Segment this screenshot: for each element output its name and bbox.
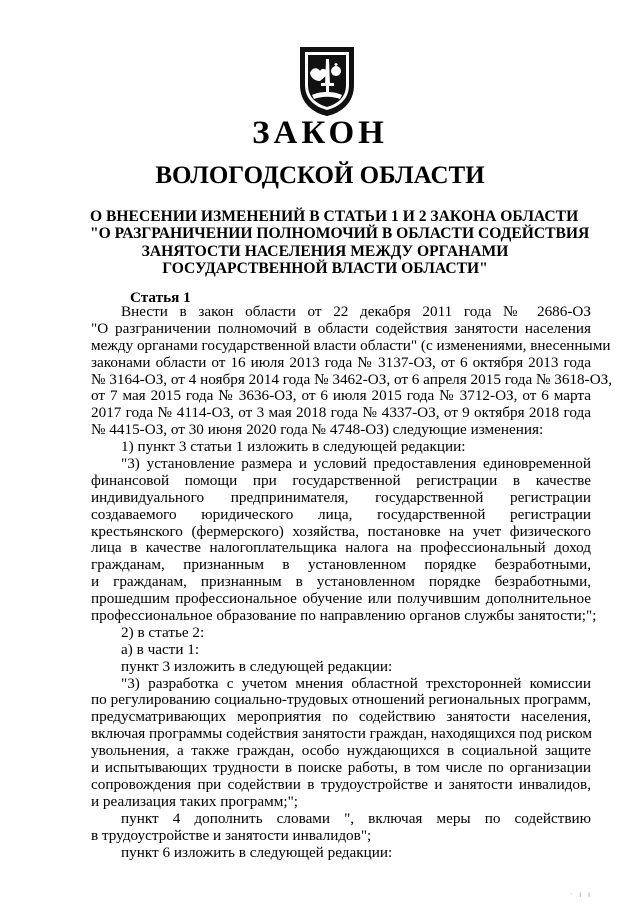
article-heading: Статья 1 (130, 289, 191, 306)
text-line: крестьянского (фермерского) хозяйства, постановке на учет физического (91, 522, 591, 540)
text-line: увольнения, а также граждан, особо нуждающихся в социальной защите (91, 742, 591, 760)
text-line: пункт 4 дополнить словами ", включая меры по содействию (121, 809, 591, 827)
text-line: прошедшим профессиональное обучение или получившим дополнительное (91, 590, 591, 608)
text-line: № 3164-ОЗ, от 4 ноября 2014 года № 3462-ОЗ, от 6 апреля 2015 года № 3618-ОЗ, (91, 370, 613, 388)
text-line: "3) установление размера и условий предоставления единовременной (121, 455, 591, 473)
text-line: сопровождения при содействии в трудоустройстве и занятости инвалидов, (91, 775, 591, 793)
text-line: лица в качестве налогоплательщика налога на профессиональный доход (91, 539, 591, 557)
subject-line: "О РАЗГРАНИЧЕНИИ ПОЛНОМОЧИЙ В ОБЛАСТИ СОДЕЙСТВИЯ (90, 225, 590, 243)
text-line: Внести в закон области от 22 декабря 2011 года № 2686-ОЗ (121, 303, 591, 320)
text-line: законами области от 16 июля 2013 года № 3137-ОЗ, от 6 октября 2013 года (91, 353, 591, 371)
text-line: "О разграничении полномочий в области содействия занятости населения (91, 319, 591, 337)
text-line: создаваемого юридического лица, государственной регистрации (91, 505, 591, 523)
region-title: ВОЛОГОДСКОЙ ОБЛАСТИ (155, 162, 485, 189)
coat-of-arms-icon (298, 45, 356, 117)
subject-line: ГОСУДАРСТВЕННОЙ ВЛАСТИ ОБЛАСТИ" (162, 260, 488, 278)
scan-mark: · ı ı (570, 890, 593, 899)
text-line: 1) пункт 3 статьи 1 изложить в следующей редакции: (121, 438, 466, 456)
text-line: 2017 года № 4114-ОЗ, от 3 мая 2018 года № 4337-ОЗ, от 9 октября 2018 года (91, 404, 591, 422)
text-line: гражданам, признанным в установленном порядке безработными, (91, 556, 591, 574)
law-title: ЗАКОН (252, 115, 388, 151)
text-line: между органами государственной власти области" (с изменениями, внесенными (91, 336, 611, 354)
law-subject (90, 208, 590, 278)
article-body (91, 303, 613, 861)
text-line: финансовой помощи при государственной регистрации в качестве (91, 471, 591, 489)
text-line: предусматривающих мероприятия по содействию занятости населения, (91, 708, 591, 726)
text-line: пункт 3 изложить в следующей редакции: (121, 657, 393, 675)
text-line: и гражданам, признанным в установленном порядке безработными, (91, 573, 591, 591)
text-line: от 7 мая 2015 года № 3636-ОЗ, от 6 июля 2015 года № 3712-ОЗ, от 6 марта (91, 387, 591, 405)
text-line: по регулированию социально-трудовых отношений региональных программ, (91, 691, 591, 709)
text-line: и испытывающих трудности в поиске работы, в том числе по организации (91, 759, 591, 777)
text-line: и реализация таких программ;"; (91, 792, 299, 810)
text-line: пункт 6 изложить в следующей редакции: (121, 843, 393, 861)
text-line: в трудоустройстве и занятости инвалидов"; (91, 826, 372, 844)
text-line: "3) разработка с учетом мнения областной трехсторонней комиссии (121, 674, 591, 692)
text-line: профессиональное образование по направлению органов службы занятости;"; (91, 607, 597, 625)
text-line: включая программы содействия занятости граждан, находящихся под риском (91, 725, 592, 743)
subject-line: О ВНЕСЕНИИ ИЗМЕНЕНИЙ В СТАТЬИ 1 И 2 ЗАКОНА ОБЛАСТИ (90, 208, 579, 225)
text-line: № 4415-ОЗ, от 30 июня 2020 года № 4748-ОЗ) следующие изменения: (91, 421, 544, 439)
subject-line: ЗАНЯТОСТИ НАСЕЛЕНИЯ МЕЖДУ ОРГАНАМИ (141, 242, 509, 260)
text-line: индивидуального предпринимателя, государственной регистрации (91, 488, 591, 506)
text-line: 2) в статье 2: (121, 623, 205, 641)
text-line: а) в части 1: (121, 640, 200, 658)
